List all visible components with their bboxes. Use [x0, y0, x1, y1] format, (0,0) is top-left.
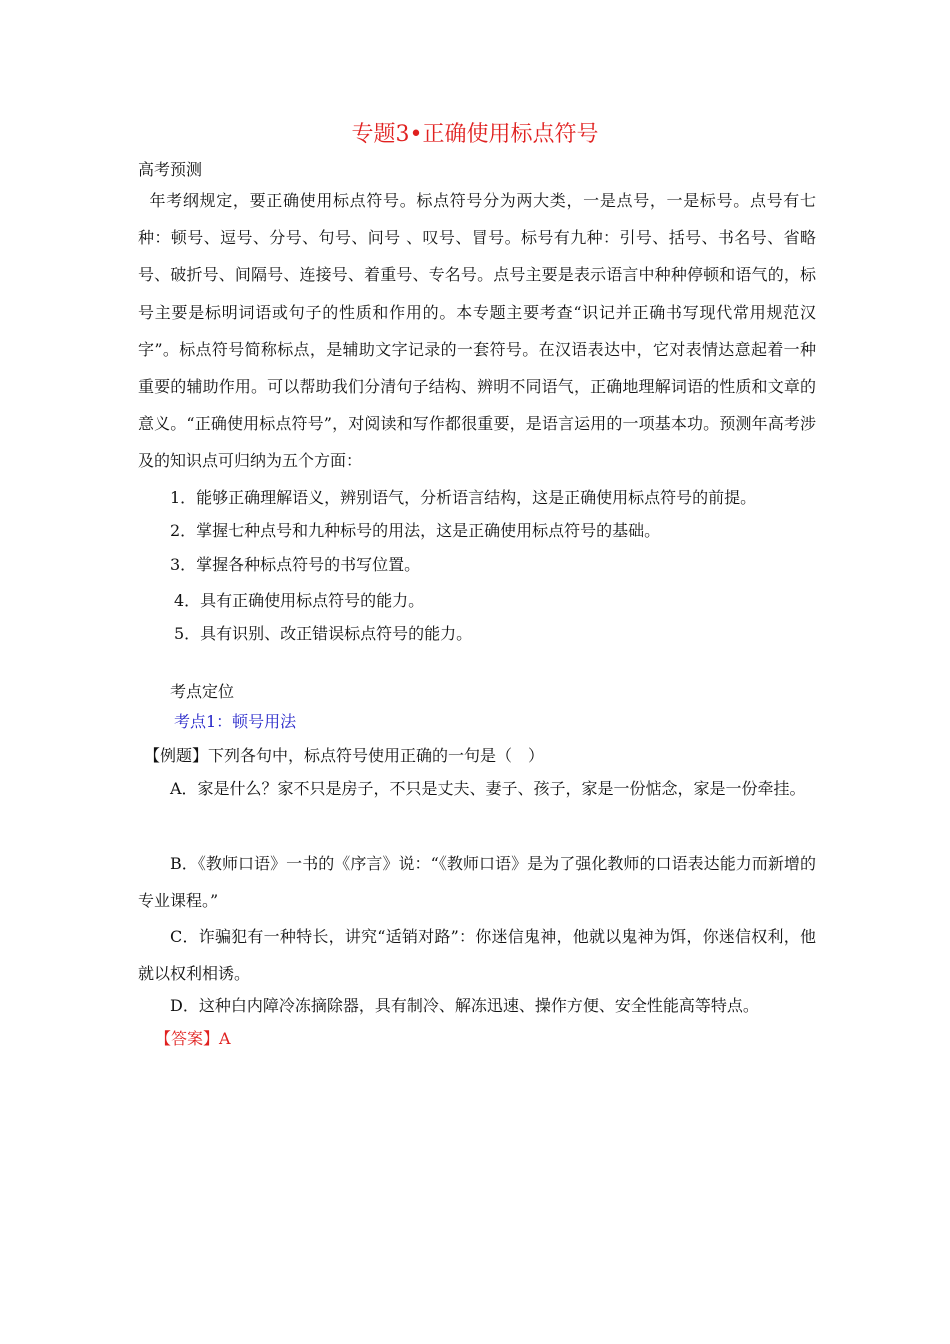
point-item-1: 1．能够正确理解语义，辨别语气，分析语言结构，这是正确使用标点符号的前提。	[170, 488, 757, 507]
option-d: D．这种白内障冷冻摘除器，具有制冷、解冻迅速、操作方便、安全性能高等特点。	[170, 996, 759, 1015]
answer-value: A	[219, 1029, 231, 1048]
point-item-5: 5．具有识别、改正错误标点符号的能力。	[174, 624, 473, 643]
point-item-4: 4．具有正确使用标点符号的能力。	[174, 591, 425, 610]
answer-tag: 【答案】	[155, 1029, 220, 1048]
kaodian-label: 考点1：顿号用法	[174, 712, 297, 731]
intro-paragraph: 年考纲规定，要正确使用标点符号。标点符号分为两大类，一是点号，一是标号。点号有七种：顿号、逗号、分号、句号、问号 、叹号、冒号。标号有九种：引号、括号、书名号、省略号、破折号、间隔号、连接号、着重号、专名号。点号主要是表示语言中种种停顿和语气的，标号主要是标明词语或句子的性质和作用的。本专题主要考查“识记并正确书写现代常用规范汉字”。标点符号简称标点，是辅助文字记录的一套符号。在汉语表达中，它对表情达意起着一种重要的辅助作用。可以帮助我们分清句子结构、辨明不同语气，正确地理解词语的性质和文章的意义。“正确使用标点符号”，对阅读和写作都很重要，是语言运用的一项基本功。预测年高考涉及的知识点可归纳为五个方面：	[138, 191, 816, 471]
example-tag: 【例题】	[144, 746, 209, 765]
point-item-2: 2．掌握七种点号和九种标号的用法，这是正确使用标点符号的基础。	[170, 521, 661, 540]
example-question-text: 下列各句中，标点符号使用正确的一句是（ ）	[208, 746, 545, 765]
option-c: C．诈骗犯有一种特长，讲究“适销对路”：你迷信鬼神，他就以鬼神为饵，你迷信权利，他就以权利相诱。	[138, 927, 816, 984]
example-question	[144, 744, 822, 768]
section-heading-positioning: 考点定位	[170, 682, 235, 701]
option-b: B．《教师口语》一书的《序言》说：“《教师口语》是为了强化教师的口语表达能力而新增的专业课程。”	[138, 854, 816, 911]
page-title: 专题3•正确使用标点符号	[351, 122, 599, 147]
answer-line	[155, 1027, 833, 1051]
section-heading-prediction: 高考预测	[138, 160, 203, 179]
option-a: A．家是什么？家不只是房子，不只是丈夫、妻子、孩子，家是一份惦念，家是一份牵挂。	[170, 779, 806, 798]
point-item-3: 3．掌握各种标点符号的书写位置。	[170, 555, 421, 574]
